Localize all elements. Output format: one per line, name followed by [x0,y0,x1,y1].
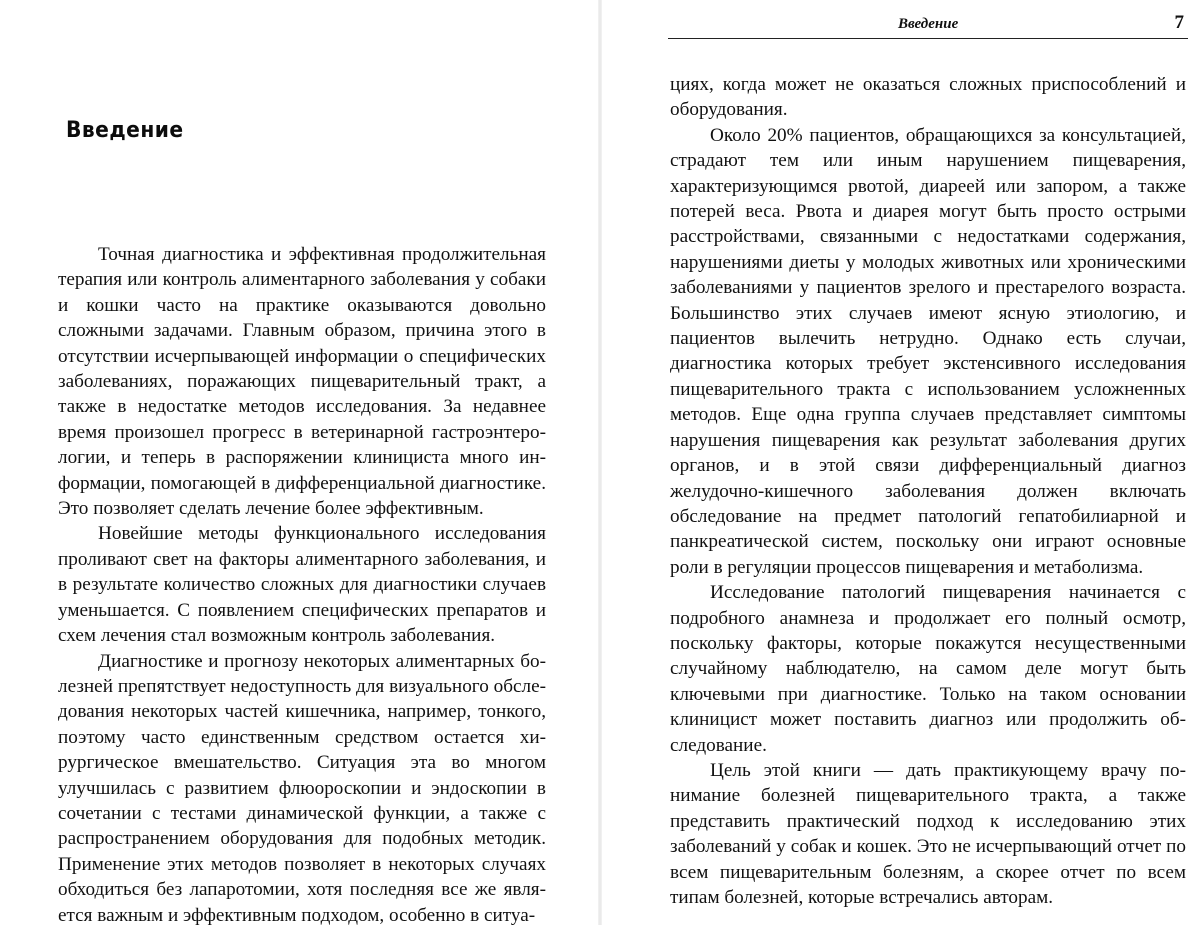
left-page [0,0,600,925]
running-head [668,8,1188,39]
page-number: 7 [1174,12,1184,33]
paragraph: Диагностике и прогнозу некоторых алиментарных болезней препятствует недоступность для визуального обследования некоторых частей кишечника, например, тонкого, поэтому часто единственным средством остается хирургическое вмешательство. Ситуация эта во многом улучшилась с развитием флюороскопии и эндоскопии в сочетании с тестами динамической функции, а также с распространением оборудования для подобных методик. Применение этих методов позволяет в некоторых случаях обходиться без лапаротомии, хотя последняя все же является важным и эффективным подходом, особенно в ситуа- [58,650,546,926]
paragraph: Исследование патологий пищеварения начинается с подробного анамнеза и продолжает его полный осмотр, поскольку факторы, которые покажутся несущественными случайному наблюдателю, на самом деле могут быть ключевыми при диагностике. Только на таком основании клиницист может поставить диагноз или продолжить обследование. [670,582,1186,756]
right-page [600,0,1200,925]
paragraph: Цель этой книги — дать практикующему врачу понимание болезней пищеварительного тракта, а также представить практический подход к исследованию этих заболеваний у собак и кошек. Это не исчерпывающий отчет по всем пищеварительным болезням, а скорее отчет по всем типам болезней, которые встречались авторам. [670,759,1186,908]
right-page-body [670,72,1186,910]
paragraph: Точная диагностика и эффективная продолжительная терапия или контроль алиментарного заболевания у собаки и кошки часто на практике оказываются довольно сложными задачами. Главным образом, причина этого в отсутствии исчерпывающей информации о специфических заболеваниях, поражающих пищеварительный тракт, а также в недостатке методов исследования. За недавнее время произошел прогресс в ветеринарной гастроэнтерологии, и теперь в распоряжении клинициста много информации, помогающей в дифференциальной диагностике. Это позволяет сделать лечение более эффективным. [58,244,546,520]
chapter-title: Введение [66,118,184,143]
left-page-body [58,242,546,928]
paragraph: Новейшие методы функционального исследования проливают свет на факторы алиментарного заболевания, и в результате количество сложных для диагностики случаев уменьшается. С появлением специфических препаратов и схем лечения стал возможным контроль заболевания. [58,523,546,647]
paragraph: Около 20% пациентов, обращающихся за консультацией, страдают тем или иным нарушением пищеварения, характеризующимся рвотой, диареей или запором, а также потерей веса. Рвота и диарея могут быть просто острыми расстройствами, связанными с недостатками содержания, нарушениями диеты у молодых животных или хроническими заболеваниями у пациентов зрелого и престарелого возраста. Большинство этих случаев имеют ясную этиологию, и пациентов вылечить нетрудно. Однако есть случаи, диагностика которых требует экстенсивного исследования пищеварительного тракта с использованием усложненных методов. Еще одна группа случаев представляет симптомы нарушения пищеварения как результат заболевания других органов, и в этой связи дифференциальный диагноз желудочно-кишечного заболевания должен включать обследование на предмет патологий гепатобилиарной и панкреатической систем, поскольку они играют основные роли в регуляции процессов пищеварения и метаболизма. [670,124,1186,578]
paragraph-continued: циях, когда может не оказаться сложных приспособлений и оборудования. [670,74,1186,121]
running-head-title: Введение [898,16,959,32]
